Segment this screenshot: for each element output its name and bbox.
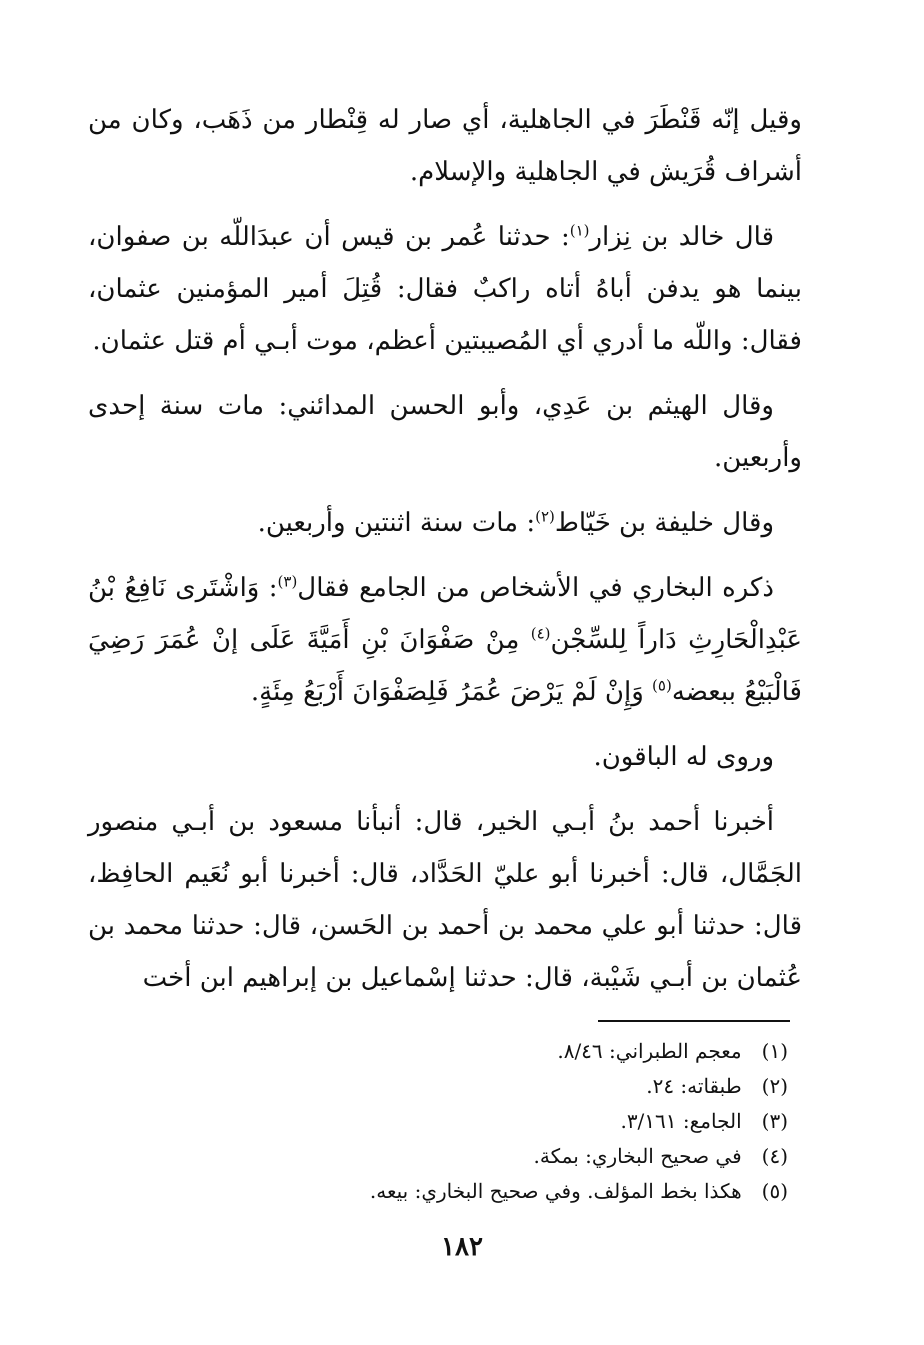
footnote-text: في صحيح البخاري: بمكة. (533, 1144, 742, 1168)
paragraph-5-text-d: وَإِنْ لَمْ يَرْضَ عُمَرُ فَلِصَفْوَانَ أَرْبَعُ مِئَةٍ. (250, 677, 653, 707)
footnote-number: (٣) (761, 1109, 788, 1133)
footnote-ref-5[interactable]: (٥) (652, 676, 672, 695)
footnote-1 (88, 1034, 788, 1069)
paragraph-4-text-b: : مات سنة اثنتين وأربعين. (257, 508, 536, 538)
footnotes-list (88, 1034, 788, 1209)
footnote-ref-3[interactable]: (٣) (277, 572, 298, 591)
paragraph-6 (88, 731, 802, 783)
footnote-ref-4[interactable]: (٤) (530, 624, 551, 643)
footnote-ref-1[interactable]: (١) (569, 221, 590, 240)
footnote-ref-2[interactable]: (٢) (535, 507, 555, 526)
main-text (88, 94, 802, 1017)
paragraph-2-text-b: : حدثنا عُمر بن قيس أن عبدَاللّه بن صفوان، بينما هو يدفن أباهُ أتاه راكبٌ فقال: قُتِلَ أمير المؤمنين عثمان، فقال: واللّه ما أدري أي المُصيبتين أعظم، موت أبـي أم قتل عثمان. (88, 222, 802, 356)
paragraph-7-text: أخبرنا أحمد بنُ أبـي الخير، قال: أنبأنا مسعود بن أبـي منصور الجَمَّال، قال: أخبرنا أبو عليّ الحَدَّاد، قال: أخبرنا أبو نُعَيم الحافِظ، قال: حدثنا أبو علي محمد بن أحمد بن الحَسن، قال: حدثنا محمد بن عُثمان بن أبـي شَيْبة، قال: حدثنا إسْماعيل بن إبراهيم ابن أخت (88, 807, 802, 993)
paragraph-4 (88, 497, 802, 549)
footnote-text: معجم الطبراني: ٨/٤٦. (557, 1039, 742, 1063)
footnote-number: (٥) (761, 1179, 788, 1203)
page-number: ١٨٢ (441, 1232, 483, 1262)
footnote-5 (88, 1174, 788, 1209)
footnote-2 (88, 1069, 788, 1104)
footnote-3 (88, 1104, 788, 1139)
paragraph-5-text-c: مِنْ صَفْوَانَ بْنِ أَمَيَّةَ عَلَى إنْ عُمَرَ رَضِيَ فَالْبَيْعُ ببعضه (88, 625, 802, 707)
paragraph-5 (88, 562, 802, 718)
footnote-4 (88, 1139, 788, 1174)
footnote-text: الجامع: ٣/١٦١. (620, 1109, 742, 1133)
paragraph-2-text-a: قال خالد بن نِزار (589, 222, 774, 252)
paragraph-4-text-a: وقال خليفة بن خَيّاط (554, 508, 774, 538)
paragraph-6-text: وروى له الباقون. (593, 742, 774, 772)
paragraph-5-text-a: ذكره البخاري في الأشخاص من الجامع فقال (297, 573, 774, 603)
paragraph-1 (88, 94, 802, 198)
footnote-separator (598, 1020, 790, 1022)
footnote-text: هكذا بخط المؤلف. وفي صحيح البخاري: بيعه. (369, 1179, 742, 1203)
paragraph-1-text: وقيل إنّه قَنْطَرَ في الجاهلية، أي صار له قِنْطار من ذَهَب، وكان من أشراف قُرَيش في الجاهلية والإسلام. (88, 105, 802, 187)
paragraph-2 (88, 211, 802, 367)
footnote-number: (٤) (761, 1144, 788, 1168)
paragraph-3 (88, 380, 802, 484)
paragraph-5-text-b: : وَاشْتَرى نَافِعُ بْنُ عَبْدِالْحَارِثِ دَاراً لِلسِّجْن (88, 573, 802, 655)
footnote-text: طبقاته: ٢٤. (646, 1074, 742, 1098)
footnote-number: (٢) (761, 1074, 788, 1098)
paragraph-7 (88, 796, 802, 1004)
footnote-number: (١) (761, 1039, 788, 1063)
paragraph-3-text: وقال الهيثم بن عَدِي، وأبو الحسن المدائني: مات سنة إحدى وأربعين. (88, 391, 802, 473)
